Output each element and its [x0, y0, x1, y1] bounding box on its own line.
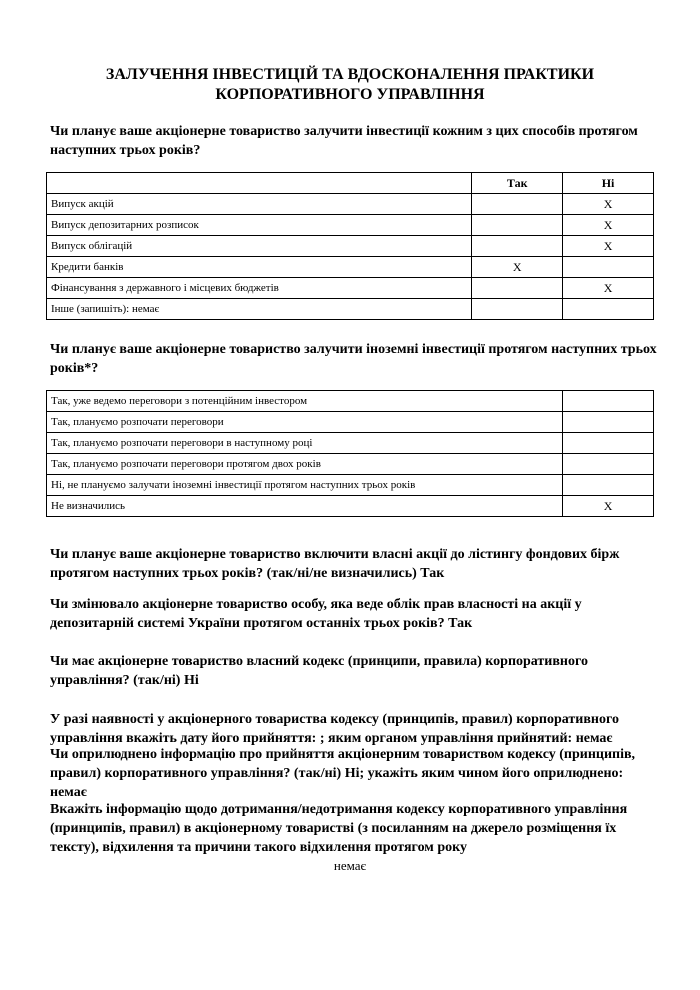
mark-cell [563, 454, 654, 475]
question-registrar-change: Чи змінювало акціонерне товариство особу, яка веде облік прав власності на акції у депозитарній системі України протягом останніх трьох років? Так [50, 597, 582, 631]
row-label: Так, плануємо розпочати переговори [47, 412, 563, 433]
row-label: Так, уже ведемо переговори з потенційним інвестором [47, 391, 563, 412]
table-row [47, 299, 654, 320]
yes-cell [472, 299, 563, 320]
question-own-code: Чи має акціонерне товариство власний кодекс (принципи, правила) корпоративного управління? (так/ні) Ні [50, 654, 589, 688]
row-label: Інше (запишіть): немає [47, 299, 472, 320]
no-cell: X [563, 236, 654, 257]
no-cell: X [563, 278, 654, 299]
row-label: Випуск депозитарних розписок [47, 215, 472, 236]
row-label: Випуск акцій [47, 194, 472, 215]
table-row [47, 236, 654, 257]
no-cell: X [563, 215, 654, 236]
no-cell [563, 257, 654, 278]
page-title: ЗАЛУЧЕННЯ ІНВЕСТИЦІЙ ТА ВДОСКОНАЛЕННЯ ПРАКТИКИ КОРПОРАТИВНОГО УПРАВЛІННЯ [105, 66, 595, 103]
compliance-answer: немає [333, 858, 367, 873]
table-row [47, 496, 654, 517]
foreign-investment-table [46, 390, 654, 517]
mark-cell [563, 475, 654, 496]
yes-cell [472, 278, 563, 299]
row-label: Так, плануємо розпочати переговори протягом двох років [47, 454, 563, 475]
row-label: Не визначились [47, 496, 563, 517]
table-row [47, 215, 654, 236]
table-row [47, 257, 654, 278]
mark-cell [563, 412, 654, 433]
mark-cell [563, 433, 654, 454]
row-label: Так, плануємо розпочати переговори в наступному році [47, 433, 563, 454]
question-code-disclosure: Чи оприлюднено інформацію про прийняття акціонерним товариством кодексу (принципів, правил) корпоративного управління? (так/ні) Ні; укажіть яким чином його оприлюднено: немає [50, 747, 636, 800]
no-cell: X [563, 194, 654, 215]
table-row [47, 475, 654, 496]
yes-cell [472, 215, 563, 236]
question-investment-methods: Чи планує ваше акціонерне товариство залучити інвестиції кожним з цих способів протягом наступних трьох років? [50, 124, 638, 158]
table-row [47, 412, 654, 433]
mark-cell [563, 391, 654, 412]
mark-cell: X [563, 496, 654, 517]
table-row [47, 433, 654, 454]
header-yes: Так [472, 173, 563, 194]
row-label: Кредити банків [47, 257, 472, 278]
header-no: Ні [563, 173, 654, 194]
table-row [47, 278, 654, 299]
investment-methods-table [46, 172, 654, 320]
yes-cell [472, 236, 563, 257]
question-listing: Чи планує ваше акціонерне товариство включити власні акції до лістингу фондових бірж протягом наступних трьох років? (так/ні/не визначились) Так [50, 547, 620, 581]
table-row [47, 391, 654, 412]
no-cell [563, 299, 654, 320]
table-header-row [47, 173, 654, 194]
row-label: Випуск облігацій [47, 236, 472, 257]
question-code-compliance: Вкажіть інформацію щодо дотримання/недотримання кодексу корпоративного управління (принципів, правил) в акціонерному товаристві (з посиланням на джерело розміщення їх тексту), відхилення та причини такого відхилення протягом року [50, 802, 628, 855]
table-row [47, 194, 654, 215]
header-empty [47, 173, 472, 194]
question-code-adoption: У разі наявності у акціонерного товариства кодексу (принципів, правил) корпоративного управління вкажіть дату його прийняття: ; яким органом управління прийнятий: немає [50, 712, 619, 746]
row-label: Фінансування з державного і місцевих бюджетів [47, 278, 472, 299]
yes-cell [472, 194, 563, 215]
table-row [47, 454, 654, 475]
question-foreign-investment: Чи планує ваше акціонерне товариство залучити іноземні інвестиції протягом наступних трьох років*? [50, 342, 657, 376]
yes-cell: X [472, 257, 563, 278]
row-label: Ні, не плануємо залучати іноземні інвестиції протягом наступних трьох років [47, 475, 563, 496]
